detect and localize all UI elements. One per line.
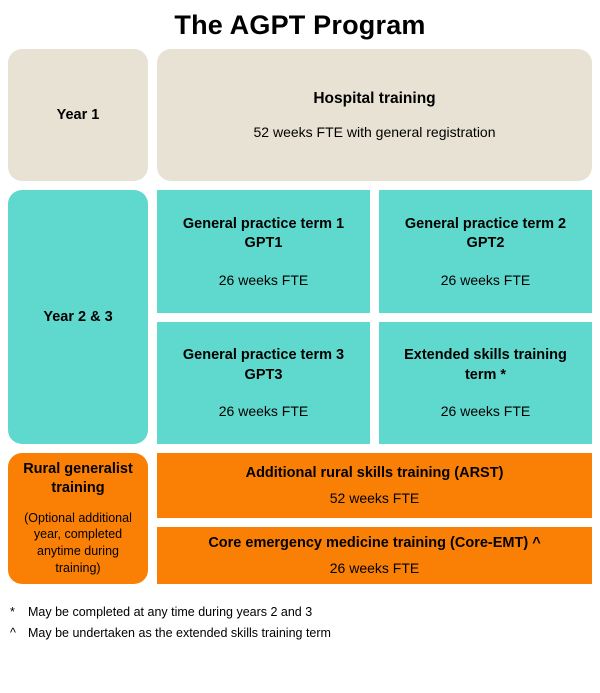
- year-1-label: [8, 49, 148, 181]
- gpt2-box: [379, 190, 592, 313]
- rural-generalist-row: [0, 453, 600, 584]
- rural-generalist-heading: Rural generalist training: [23, 460, 133, 496]
- year-1-label-text: Year 1: [56, 107, 100, 123]
- gpt2-heading: [405, 215, 566, 254]
- year-2-3-label-text: Year 2 & 3: [43, 309, 113, 325]
- page-title: The AGPT Program: [174, 10, 426, 40]
- extended-skills-detail: 26 weeks FTE: [440, 403, 531, 420]
- footnote-asterisk-text: May be completed at any time during years 2 and 3: [28, 605, 313, 619]
- rural-generalist-label: [8, 453, 148, 584]
- rural-generalist-detail: (Optional additional year, completed anytime during training): [24, 510, 132, 576]
- hospital-training-heading: Hospital training: [313, 90, 436, 107]
- footnotes: [0, 584, 600, 643]
- gpt1-heading-line2: GPT1: [244, 235, 283, 252]
- gpt3-heading: [183, 346, 344, 385]
- footnote-caret-text: May be undertaken as the extended skills training term: [28, 625, 331, 640]
- core-emt-box: [157, 527, 592, 584]
- gpt2-heading-line1: General practice term 2: [404, 215, 567, 232]
- gpt2-heading-line2: GPT2: [466, 235, 505, 252]
- gpt1-heading-line1: General practice term 1: [182, 215, 345, 232]
- gpt3-detail: 26 weeks FTE: [218, 403, 309, 420]
- extended-skills-heading-line2: term *: [464, 366, 507, 383]
- footnote-asterisk-mark: *: [10, 605, 15, 619]
- gpt1-detail: 26 weeks FTE: [218, 271, 309, 288]
- gpt1-heading: [183, 215, 344, 254]
- gpt3-heading-line2: GPT3: [244, 366, 283, 383]
- footnote-caret-mark: ^: [10, 625, 16, 640]
- gpt3-heading-line1: General practice term 3: [182, 347, 345, 364]
- rural-generalist-content: [157, 453, 592, 584]
- core-emt-detail: 26 weeks FTE: [329, 560, 420, 576]
- extended-skills-box: [379, 322, 592, 445]
- arst-heading: Additional rural skills training (ARST): [245, 465, 504, 481]
- gpt1-box: [157, 190, 370, 313]
- year-1-content: [157, 49, 592, 181]
- arst-box: [157, 453, 592, 518]
- gpt3-box: [157, 322, 370, 445]
- core-emt-heading: Core emergency medicine training (Core-EMT) ^: [208, 535, 541, 551]
- extended-skills-heading-line1: Extended skills training: [404, 347, 567, 364]
- gpt2-detail: 26 weeks FTE: [440, 271, 531, 288]
- extended-skills-heading: [404, 346, 567, 385]
- year-2-3-row: [0, 190, 600, 444]
- arst-detail: 52 weeks FTE: [329, 490, 420, 506]
- hospital-training-detail: 52 weeks FTE with general registration: [253, 124, 496, 140]
- gpt-grid: [157, 190, 592, 444]
- year-1-row: [0, 49, 600, 181]
- footnote-caret: [10, 623, 600, 644]
- hospital-training-box: [157, 49, 592, 181]
- footnote-asterisk: [10, 602, 600, 623]
- year-2-3-label: [8, 190, 148, 444]
